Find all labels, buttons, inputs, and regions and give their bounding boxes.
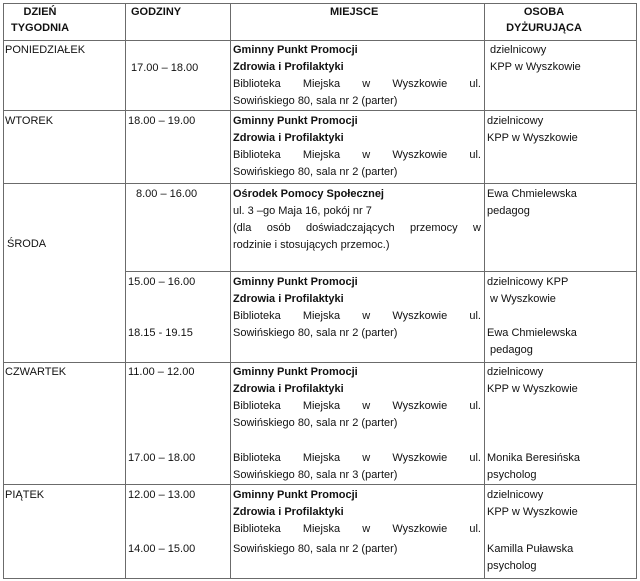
place-address-line1 — [233, 400, 481, 413]
word: Biblioteka — [233, 149, 281, 161]
word: w — [362, 523, 371, 535]
place-name-1: Gminny Punkt Promocji — [233, 366, 358, 378]
header-place: MIEJSCE — [330, 6, 379, 18]
place-address-line3 — [233, 452, 481, 465]
row-thu-person-cell — [484, 362, 637, 485]
person-line2: KPP w Wyszkowie — [487, 506, 578, 518]
place-name-2: Zdrowia i Profilaktyki — [233, 383, 344, 395]
person-line1: Ewa Chmielewska — [487, 188, 577, 200]
day-label: WTOREK — [5, 115, 54, 127]
person-line1: dzielnicowy — [490, 44, 547, 56]
word: w — [362, 78, 371, 90]
place-address-line1 — [233, 78, 481, 91]
person-line1: dzielnicowy KPP — [487, 276, 569, 288]
hours-text: 17.00 – 18.00 — [131, 62, 199, 74]
header-hours: GODZINY — [131, 6, 182, 18]
word: Wyszkowie — [392, 400, 448, 412]
header-day-line2: TYGODNIA — [10, 22, 70, 34]
place-name-1: Gminny Punkt Promocji — [233, 276, 358, 288]
word: Biblioteka — [233, 310, 281, 322]
word: doświadczających — [305, 222, 395, 234]
hours-text-1: 15.00 – 16.00 — [128, 276, 196, 288]
place-name-1: Gminny Punkt Promocji — [233, 115, 358, 127]
place-address-line2: Sowińskiego 80, sala nr 2 (parter) — [233, 166, 398, 178]
hours-text: 18.00 – 19.00 — [128, 115, 196, 127]
word: ul. — [469, 149, 481, 161]
word: Miejska — [302, 523, 341, 535]
person-line2: KPP w Wyszkowie — [487, 383, 578, 395]
person-line3: Ewa Chmielewska — [487, 327, 577, 339]
place-name-1: Gminny Punkt Promocji — [233, 44, 358, 56]
word: w — [362, 149, 371, 161]
word: ul. — [469, 310, 481, 322]
word: Miejska — [302, 400, 341, 412]
place-name-2: Zdrowia i Profilaktyki — [233, 61, 344, 73]
person-line1: dzielnicowy — [487, 366, 544, 378]
word: ul. — [469, 523, 481, 535]
day-label: PIĄTEK — [5, 489, 45, 501]
place-name-2: Zdrowia i Profilaktyki — [233, 132, 344, 144]
word: ul. — [469, 400, 481, 412]
hours-text: 8.00 – 16.00 — [136, 188, 198, 200]
day-label: ŚRODA — [7, 238, 47, 250]
word: w — [473, 222, 481, 234]
word: Miejska — [302, 310, 341, 322]
word: Biblioteka — [233, 78, 281, 90]
word: ul. — [469, 78, 481, 90]
hours-text-2: 18.15 - 19.15 — [128, 327, 193, 339]
person-line2: KPP w Wyszkowie — [490, 61, 581, 73]
row-thu-day-cell — [3, 362, 126, 485]
person-line1: dzielnicowy — [487, 489, 544, 501]
hours-text-2: 17.00 – 18.00 — [128, 452, 196, 464]
word: Biblioteka — [233, 452, 281, 464]
place-address-line2: Sowińskiego 80, sala nr 2 (parter) — [233, 543, 398, 555]
hours-text-1: 12.00 – 13.00 — [128, 489, 196, 501]
person-line4: psycholog — [487, 469, 537, 481]
person-line1: dzielnicowy — [487, 115, 544, 127]
place-name-2: Zdrowia i Profilaktyki — [233, 506, 344, 518]
day-label: PONIEDZIAŁEK — [5, 44, 86, 56]
row-mon-hours-cell — [125, 40, 231, 111]
person-line4: pedagog — [490, 344, 533, 356]
place-name-1: Gminny Punkt Promocji — [233, 489, 358, 501]
word: w — [362, 400, 371, 412]
word: Wyszkowie — [392, 78, 448, 90]
word: Wyszkowie — [392, 149, 448, 161]
word: Miejska — [302, 452, 341, 464]
place-name-2: Zdrowia i Profilaktyki — [233, 293, 344, 305]
place-address-line2: Sowińskiego 80, sala nr 2 (parter) — [233, 95, 398, 107]
word: (dla — [233, 222, 252, 234]
word: osób — [266, 222, 291, 234]
hours-text-1: 11.00 – 12.00 — [128, 366, 195, 378]
place-address-line1 — [233, 523, 481, 536]
word: ul. — [469, 452, 481, 464]
header-day-line1: DZIEŃ — [23, 6, 57, 18]
word: Miejska — [302, 78, 341, 90]
word: w — [362, 310, 371, 322]
word: przemocy — [409, 222, 458, 234]
place-address-line2: Sowińskiego 80, sala nr 2 (parter) — [233, 327, 398, 339]
place-note-line2: rodzinie i stosujących przemoc.) — [233, 239, 390, 251]
word: Wyszkowie — [392, 452, 448, 464]
word: Biblioteka — [233, 400, 281, 412]
person-line3: Kamilla Puławska — [487, 543, 574, 555]
place-address: ul. 3 –go Maja 16, pokój nr 7 — [233, 205, 372, 217]
place-address-line1 — [233, 310, 481, 323]
word: Biblioteka — [233, 523, 281, 535]
row-thu-hours-cell — [125, 362, 231, 485]
word: w — [362, 452, 371, 464]
person-line2: KPP w Wyszkowie — [487, 132, 578, 144]
person-line3: Monika Beresińska — [487, 452, 580, 464]
place-address-line1 — [233, 149, 481, 162]
place-address-line2: Sowińskiego 80, sala nr 2 (parter) — [233, 417, 398, 429]
place-address-line4: Sowińskiego 80, sala nr 3 (parter) — [233, 469, 398, 481]
person-line4: psycholog — [487, 560, 537, 572]
word: Wyszkowie — [392, 310, 448, 322]
place-note-line1 — [233, 222, 481, 235]
person-line2: w Wyszkowie — [490, 293, 556, 305]
header-person-line2: DYŻURUJĄCA — [506, 22, 582, 34]
row-wed-day-cell — [3, 183, 126, 363]
word: Miejska — [302, 149, 341, 161]
word: Wyszkowie — [392, 523, 448, 535]
hours-text-2: 14.00 – 15.00 — [128, 543, 196, 555]
person-line2: pedagog — [487, 205, 530, 217]
day-label: CZWARTEK — [5, 366, 67, 378]
header-person-line1: OSOBA — [523, 6, 565, 18]
place-name-1: Ośrodek Pomocy Społecznej — [233, 188, 384, 200]
